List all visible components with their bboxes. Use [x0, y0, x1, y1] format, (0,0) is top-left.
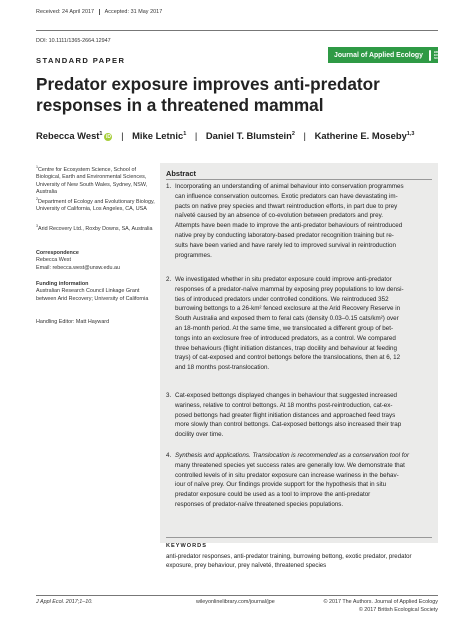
- header-rule: [36, 30, 438, 31]
- abstract-divider: [166, 179, 432, 180]
- affiliation-3: $^3$Arid Recovery Ltd., Roxby Downs, SA, Australia: [36, 224, 153, 232]
- handling-editor: Handling Editor: Matt Hayward: [36, 319, 110, 325]
- abstract-heading: Abstract: [166, 169, 196, 178]
- citation: J Appl Ecol. 2017;1–10.: [36, 599, 93, 605]
- correspondence-email[interactable]: Email: rebecca.west@unsw.edu.au: [36, 264, 120, 271]
- journal-badge[interactable]: [328, 47, 452, 63]
- keywords-heading: KEYWORDS: [166, 543, 207, 549]
- received-date: Received: 24 April 2017: [36, 9, 95, 16]
- correspondence: [36, 250, 156, 272]
- keywords-divider: [166, 537, 432, 538]
- funding-text: Australian Research Council Linkage Grant between Arid Recovery; University of California: [36, 288, 149, 302]
- article-dates: [36, 9, 162, 15]
- accepted-date: Accepted: 31 May 2017: [104, 9, 163, 16]
- copyright: © 2017 The Authors. Journal of Applied Ecology © 2017 British Ecological Society: [323, 599, 438, 613]
- affiliation-2: $^2$Department of Ecology and Evolutionary Biology, University of California, Los Angeles, CA, USA: [36, 197, 155, 213]
- meta-divider: [99, 9, 100, 15]
- author-separator: |: [121, 130, 124, 141]
- author-separator: |: [194, 130, 198, 141]
- funding: [36, 281, 156, 303]
- keywords-list: anti-predator responses, anti-predator training, burrowing bettong, exotic predator, predator exposure, prey behaviour, prey naïveté, threatened species: [166, 553, 412, 570]
- author-4[interactable]: Katherine E. Moseby$^{1,3}$: [314, 130, 415, 141]
- section-label: STANDARD PAPER: [36, 56, 126, 65]
- correspondence-name: Rebecca West: [36, 257, 71, 264]
- author-1[interactable]: Rebecca West$^1$iD: [36, 130, 111, 141]
- journal-url[interactable]: wileyonlinelibrary.com/journal/jpe: [196, 599, 275, 605]
- doi[interactable]: DOI: 10.1111/1365-2664.12947: [36, 38, 111, 44]
- article-title: Predator exposure improves anti-predator responses in a threatened mammal: [36, 74, 380, 115]
- society-name: BRITISH ECOLOGICAL SOCIETY: [433, 50, 452, 60]
- funding-label: Funding information: [36, 281, 89, 287]
- affiliation-1: $^1$Centre for Ecosystem Science, School of Biological, Earth and Environmental Sciences, University of New South Wales, Sydney, NSW, Australia: [36, 165, 148, 196]
- author-separator: |: [303, 130, 306, 141]
- orcid-icon[interactable]: iD: [105, 134, 111, 140]
- journal-name: Journal of Applied Ecology: [334, 51, 423, 59]
- author-2[interactable]: Mike Letnic$^1$: [132, 130, 187, 141]
- correspondence-label: Correspondence: [36, 250, 79, 256]
- author-list: [36, 130, 414, 141]
- society-logo-icon: [429, 50, 431, 61]
- author-3[interactable]: Daniel T. Blumstein$^2$: [205, 130, 295, 141]
- footer-rule: [36, 595, 438, 596]
